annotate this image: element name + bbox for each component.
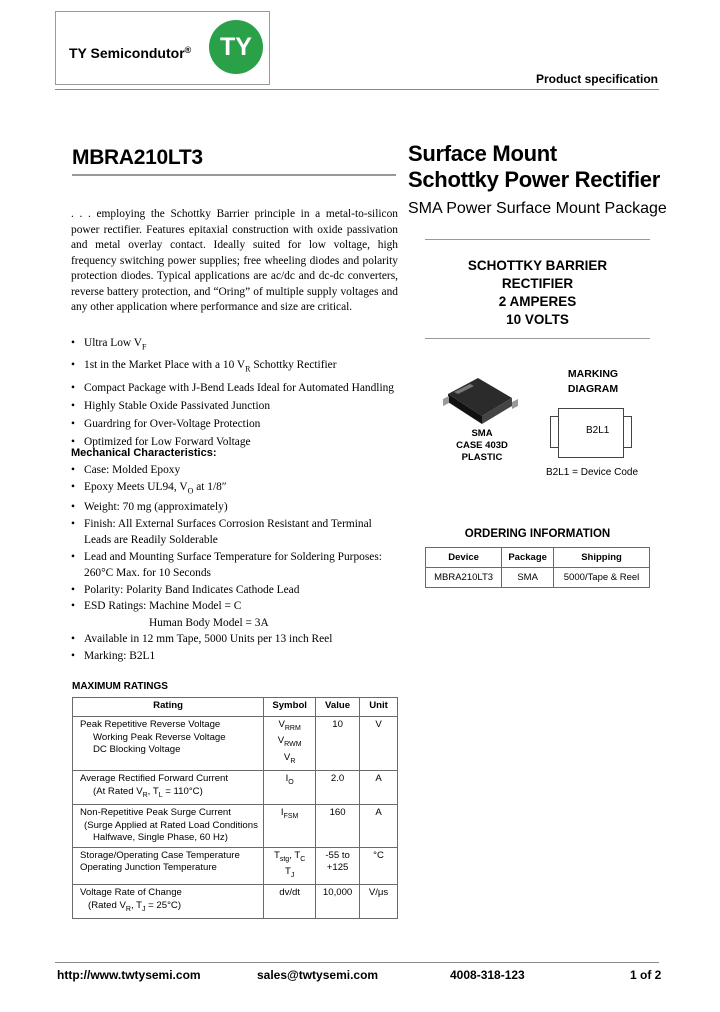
- max-ratings-table: [72, 697, 398, 919]
- footer-divider: [55, 962, 659, 963]
- list-item: • Compact Package with J-Bend Leads Ideal for Automated Handling: [71, 379, 394, 397]
- table-row: [73, 805, 398, 848]
- col-unit: Unit: [360, 698, 398, 717]
- table-row: [426, 568, 650, 588]
- list-item: • ESD Ratings: Machine Model = C Human Body Model = 3A: [71, 598, 411, 631]
- list-item: • Available in 12 mm Tape, 5000 Units per 13 inch Reel: [71, 631, 411, 648]
- cell-package: SMA: [502, 568, 554, 588]
- col-package: Package: [502, 548, 554, 568]
- device-code-note: B2L1 = Device Code: [546, 467, 639, 478]
- list-item: • Polarity: Polarity Band Indicates Cathode Lead: [71, 582, 411, 599]
- list-item: • Ultra Low $V_F$: [71, 334, 394, 356]
- list-item: • Finish: All External Surfaces Corrosion Resistant and Terminal Leads are Readily Solderable: [71, 516, 411, 549]
- col-device: Device: [426, 548, 502, 568]
- package-label: SMA CASE 403D PLASTIC: [456, 428, 508, 463]
- cell-rating: Average Rectified Forward Current (At Rated $V_R$, $T_L = 110^\circ C$): [73, 771, 264, 805]
- part-number-rule: [72, 174, 396, 176]
- table-row: [73, 885, 398, 919]
- cell-symbol: $V_{RRM}$ $V_{RWM}$ $V_R$: [264, 717, 316, 771]
- cell-unit: V: [360, 717, 398, 771]
- ty-logo-icon: TY: [209, 20, 263, 74]
- cell-value: 160: [316, 805, 360, 848]
- summary-bottom-rule: [425, 338, 650, 339]
- table-header-row: [426, 548, 650, 568]
- product-summary: SCHOTTKY BARRIER RECTIFIER 2 AMPERES 10 VOLTS: [467, 258, 608, 327]
- table-row: [73, 771, 398, 805]
- sma-package-icon: [440, 372, 520, 428]
- page-title: Surface Mount Schottky Power Rectifier: [408, 141, 660, 192]
- table-row: [73, 717, 398, 771]
- cell-symbol: $I_O$: [264, 771, 316, 805]
- footer-email-link[interactable]: sales@twtysemi.com: [257, 968, 379, 982]
- ordering-table: [425, 547, 650, 588]
- cell-value: -55 to +125: [316, 847, 360, 885]
- cell-shipping: 5000/Tape & Reel: [554, 568, 650, 588]
- list-item: • Optimized for Low Forward Voltage: [71, 433, 394, 451]
- page-number: 1 of 2: [630, 968, 662, 982]
- cell-device: MBRA210LT3: [426, 568, 502, 588]
- cell-symbol: $I_{FSM}$: [264, 805, 316, 848]
- list-item: • Guardring for Over-Voltage Protection: [71, 415, 394, 433]
- cell-unit: °C: [360, 847, 398, 885]
- mechanical-list: [71, 462, 411, 664]
- cell-rating: Peak Repetitive Reverse Voltage Working Peak Reverse Voltage DC Blocking Voltage: [73, 717, 264, 771]
- list-item: • 1st in the Market Place with a 10 $V_R$ Schottky Rectifier: [71, 356, 394, 378]
- max-ratings-heading: MAXIMUM RATINGS: [72, 681, 168, 692]
- ordering-heading: ORDERING INFORMATION: [464, 528, 611, 540]
- footer-phone: 4008-318-123: [450, 968, 525, 982]
- col-symbol: Symbol: [264, 698, 316, 717]
- cell-value: 10,000: [316, 885, 360, 919]
- cell-symbol: $T_{stg}$, $T_C$ $T_J$: [264, 847, 316, 885]
- list-item: • Case: Molded Epoxy: [71, 462, 411, 479]
- col-shipping: Shipping: [554, 548, 650, 568]
- list-item: • Highly Stable Oxide Passivated Junction: [71, 397, 394, 415]
- chip-marking-code: B2L1: [586, 425, 610, 436]
- cell-value: 2.0: [316, 771, 360, 805]
- summary-top-rule: [425, 239, 650, 240]
- header-divider: [55, 89, 659, 90]
- cell-unit: A: [360, 805, 398, 848]
- cell-unit: A: [360, 771, 398, 805]
- intro-paragraph: . . . employing the Schottky Barrier principle in a metal-to-silicon power rectifier. Features epitaxial construction with oxide passivation and metal overlay contact. Ideally suited for low voltage, high frequency switching power supplies; free wheeling diodes and polarity protection diodes. Typical applications are ac/dc and dc-dc converters, reverse battery protection, and “Oring” of multiple supply voltages and any other application where performance and size are critical.: [71, 208, 398, 313]
- col-value: Value: [316, 698, 360, 717]
- list-item: • Lead and Mounting Surface Temperature for Soldering Purposes: 260°C Max. for 10 Seconds: [71, 549, 411, 582]
- cell-unit: V/μs: [360, 885, 398, 919]
- spec-label: Product specification: [535, 72, 658, 86]
- cell-rating: Voltage Rate of Change (Rated $V_R$, $T_J = 25^\circ C$): [73, 885, 264, 919]
- list-item: • Marking: B2L1: [71, 648, 411, 665]
- col-rating: Rating: [73, 698, 264, 717]
- list-item: • Epoxy Meets UL94, $V_O$ at 1/8″: [71, 479, 411, 500]
- part-number: MBRA210LT3: [72, 146, 203, 169]
- marking-diagram-title: MARKING DIAGRAM: [567, 368, 619, 395]
- mechanical-heading: Mechanical Characteristics:: [71, 447, 217, 459]
- page-subtitle: SMA Power Surface Mount Package: [408, 200, 667, 217]
- cell-rating: Non-Repetitive Peak Surge Current (Surge Applied at Rated Load Conditions Halfwave, Single Phase, 60 Hz): [73, 805, 264, 848]
- cell-rating: Storage/Operating Case Temperature Operating Junction Temperature: [73, 847, 264, 885]
- registered-mark: ®: [184, 45, 192, 55]
- company-logo: [55, 11, 270, 85]
- cell-value: 10: [316, 717, 360, 771]
- company-name: TY Semicondutor®: [69, 45, 192, 61]
- cell-symbol: dv/dt: [264, 885, 316, 919]
- table-header-row: [73, 698, 398, 717]
- footer-url-link[interactable]: http://www.twtysemi.com: [57, 968, 201, 982]
- feature-list: [71, 334, 394, 451]
- list-item: • Weight: 70 mg (approximately): [71, 499, 411, 516]
- table-row: [73, 847, 398, 885]
